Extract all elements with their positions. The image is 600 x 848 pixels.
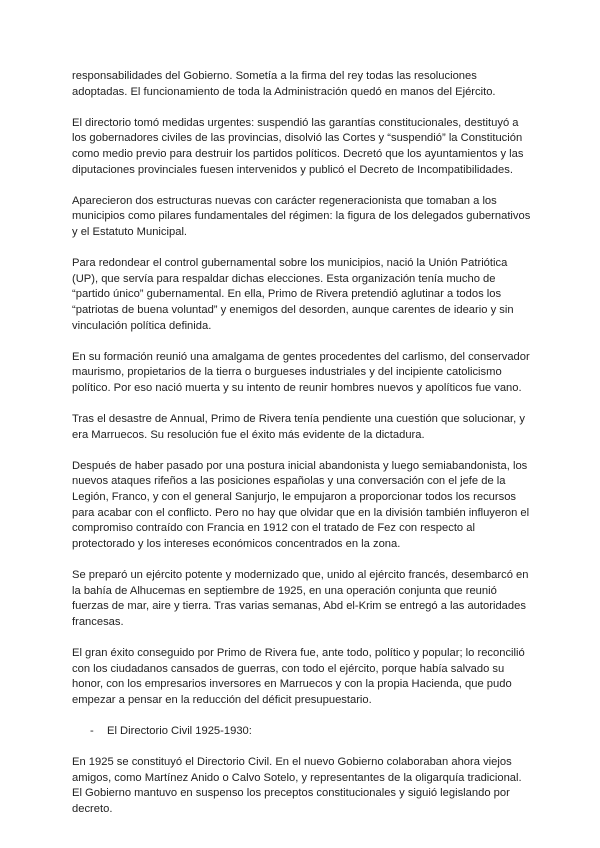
list-item-text: El Directorio Civil 1925-1930: [107,724,252,737]
paragraph-union-patriotica: Para redondear el control gubernamental sobre los municipios, nació la Unión Patriótica (UP), que servía para respaldar dichas elecciones. Esta organización tenía mucho de “partido único” gubernamental. En ella, Primo de Rivera pretendió aglutinar a todos los “patriotas de buena voluntad” y enemigos del desorden, aunque carentes de ideario y sin vinculación política definida. [72,257,514,332]
paragraph-directorio-medidas: El directorio tomó medidas urgentes: suspendió las garantías constitucionales, destituyó a los gobernadores civiles de las provincias, disolvió las Cortes y “suspendió” la Constitución como medio previo para destruir los partidos políticos. Decretó que los ayuntamientos y las diputaciones provinciales fuesen intervenidos y publicó el Decreto de Incompatibilidades. [72,116,524,176]
document-body [72,69,534,833]
paragraph-gran-exito: El gran éxito conseguido por Primo de Rivera fue, ante todo, político y popular; lo reconcilió con los ciudadanos cansados de guerras, con todo el ejército, porque había salvado su honor, con los empresarios inversores en Marruecos y con la propia Hacienda, que pudo empezar a pensar en la reducción del déficit presupuestario. [72,646,525,706]
paragraph-continuation: responsabilidades del Gobierno. Sometía a la firma del rey todas las resoluciones adoptadas. El funcionamiento de toda la Administración quedó en manos del Ejército. [72,70,496,98]
paragraph-formacion: En su formación reunió una amalgama de gentes procedentes del carlismo, del conservador maurismo, propietarios de la tierra o burgueses industriales y del incipiente catolicismo político. Por eso nació muerta y su intento de reunir hombres nuevos y apolíticos fue vano. [72,350,530,394]
paragraph-alhucemas: Se preparó un ejército potente y modernizado que, unido al ejército francés, desembarcó en la bahía de Alhucemas en septiembre de 1925, en una operación conjunta que reunió fuerzas de mar, aire y tierra. Tras varias semanas, Abd el-Krim se entregó a las autoridades francesas. [72,569,529,628]
list-bullet: - [90,724,94,737]
list-item-directorio-civil [72,724,534,740]
paragraph-marruecos: Después de haber pasado por una postura inicial abandonista y luego semiabandonista, los nuevos ataques rifeños a las posiciones españolas y una conversación con el jefe de la Legión, Franco, y con el general Sanjurjo, le empujaron a proporcionar todos los recursos para acabar con el conflicto. Pero no hay que olvidar que en la división también influyeron el compromiso contraído con Francia en 1912 con el tratado de Fez con respecto al protectorado y los intereses económicos concentrados en la zona. [72,459,530,550]
paragraph-annual: Tras el desastre de Annual, Primo de Rivera tenía pendiente una cuestión que solucionar, y era Marruecos. Su resolución fue el éxito más evidente de la dictadura. [72,413,525,441]
paragraph-estructuras-nuevas: Aparecieron dos estructuras nuevas con carácter regeneracionista que tomaban a los municipios como pilares fundamentales del régimen: la figura de los delegados gubernativos y el Estatuto Municipal. [72,194,531,238]
paragraph-directorio-civil: En 1925 se constituyó el Directorio Civil. En el nuevo Gobierno colaboraban ahora viejos amigos, como Martínez Anido o Calvo Sotelo, y representantes de la oligarquía tradicional. El Gobierno mantuvo en suspenso los preceptos constitucionales y siguió legislando por decreto. [72,756,522,815]
